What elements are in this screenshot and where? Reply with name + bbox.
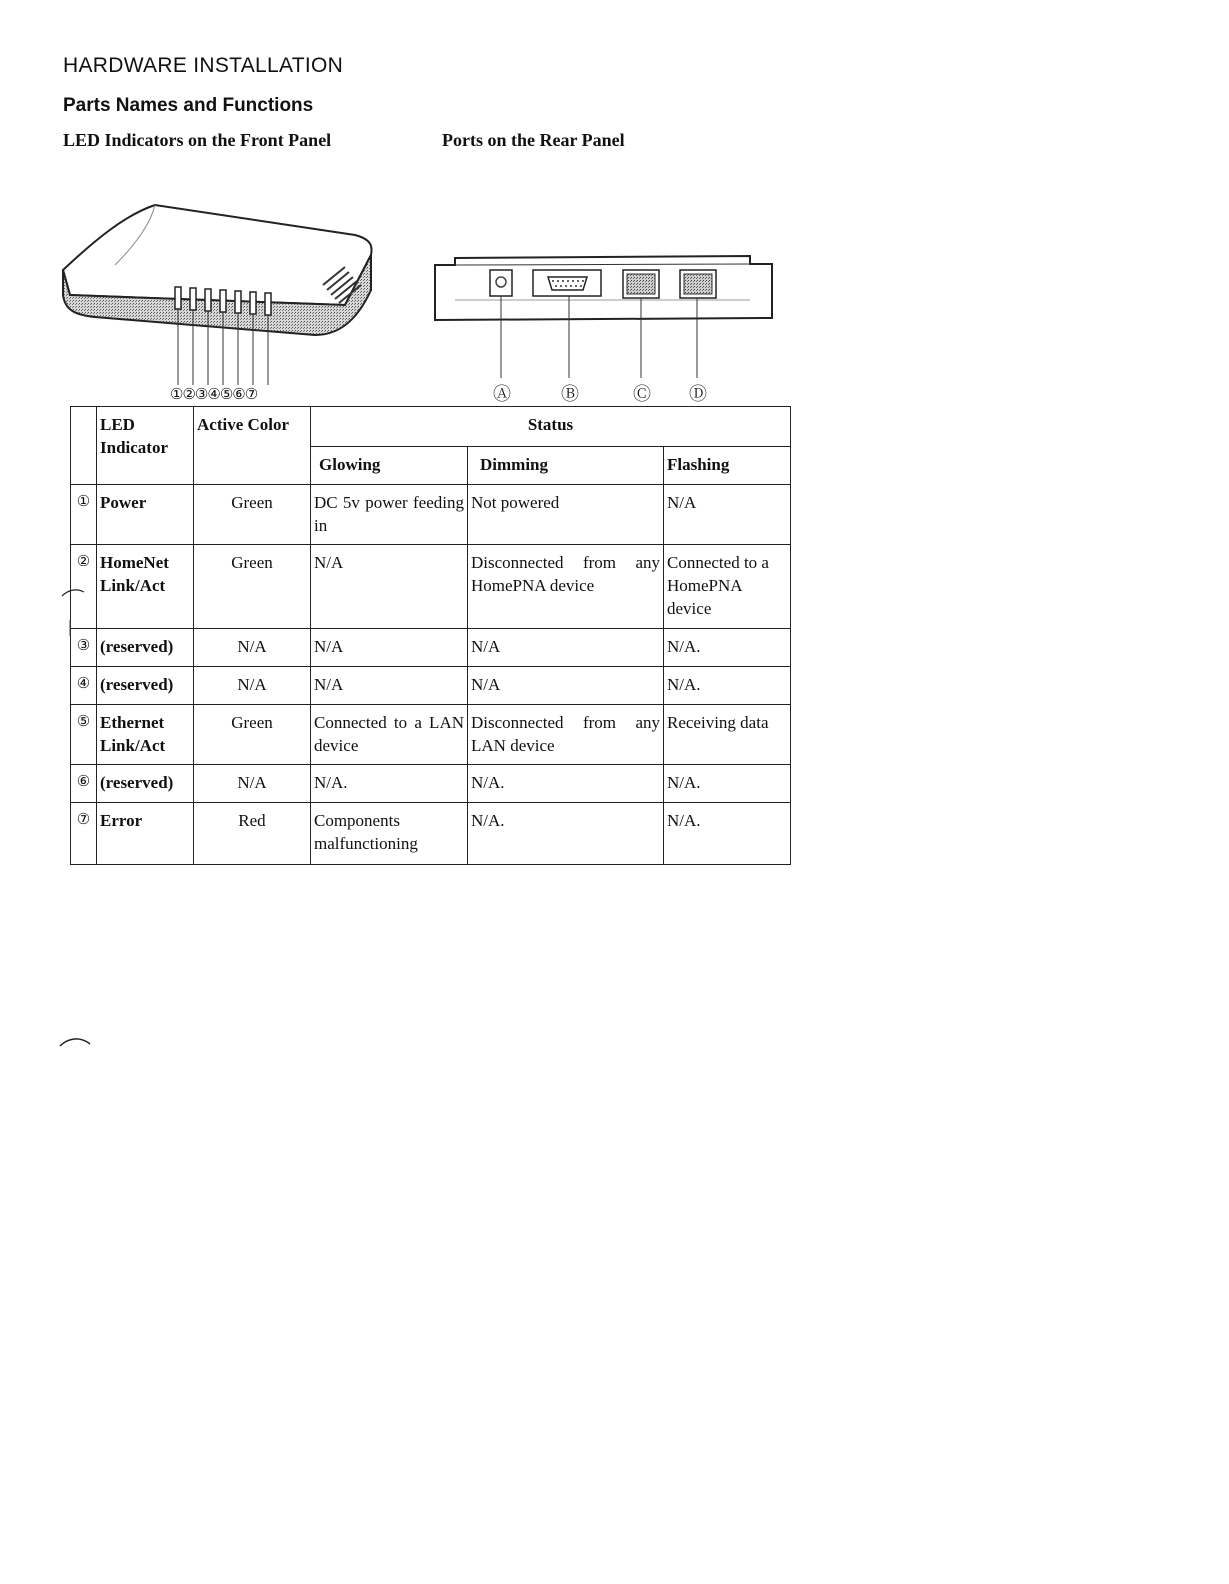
row-active-color: Green: [194, 705, 311, 765]
row-indicator: (reserved): [97, 765, 194, 803]
row-dimming: N/A.: [468, 803, 664, 865]
row-flashing: N/A.: [664, 765, 791, 803]
row-indicator: (reserved): [97, 629, 194, 667]
rear-panel-illustration: [430, 250, 780, 385]
table-row: [71, 705, 791, 765]
row-indicator: Ethernet Link/Act: [97, 705, 194, 765]
front-led-label-4: ④: [207, 387, 220, 403]
row-flashing: N/A: [664, 485, 791, 545]
row-glowing: Components malfunctioning: [311, 803, 468, 865]
row-dimming: N/A: [468, 667, 664, 705]
port-label-a: Ⓐ: [493, 384, 511, 404]
row-active-color: Red: [194, 803, 311, 865]
front-led-numbers: [170, 385, 257, 404]
row-flashing: N/A.: [664, 667, 791, 705]
row-flashing: N/A.: [664, 629, 791, 667]
table-row: [71, 765, 791, 803]
front-led-label-7: ⑦: [244, 387, 258, 403]
port-label-d: Ⓓ: [689, 384, 707, 404]
front-led-label-1: ①: [170, 387, 183, 403]
row-dimming: Disconnected from any LAN device: [468, 705, 664, 765]
row-number: ③: [71, 629, 97, 667]
section-subheading: Parts Names and Functions: [63, 95, 314, 116]
row-flashing: Receiving data: [664, 705, 791, 765]
table-row: [71, 545, 791, 629]
row-flashing: N/A.: [664, 803, 791, 865]
row-number: ②: [71, 545, 97, 629]
page-heading: HARDWARE INSTALLATION: [63, 54, 344, 77]
front-panel-title: LED Indicators on the Front Panel: [63, 130, 332, 150]
row-dimming: Not powered: [468, 485, 664, 545]
table-row: [71, 485, 791, 545]
row-glowing: Connected to a LAN device: [311, 705, 468, 765]
row-number: ⑤: [71, 705, 97, 765]
row-indicator: Error: [97, 803, 194, 865]
row-glowing: N/A: [311, 629, 468, 667]
table-header-num: [71, 407, 97, 485]
row-flashing: Connected to a HomePNA device: [664, 545, 791, 629]
rear-panel-title: Ports on the Rear Panel: [442, 130, 625, 150]
table-header-led: [97, 407, 194, 485]
row-glowing: DC 5v power feeding in: [311, 485, 468, 545]
power-jack: [490, 270, 512, 296]
row-active-color: Green: [194, 545, 311, 629]
row-dimming: N/A: [468, 629, 664, 667]
row-indicator: HomeNet Link/Act: [97, 545, 194, 629]
row-indicator: Power: [97, 485, 194, 545]
table-row: [71, 803, 791, 865]
row-number: ⑦: [71, 803, 97, 865]
front-led-label-3: ③: [194, 387, 208, 403]
table-header-glowing: Glowing: [311, 447, 468, 485]
header-led-line2: Indicator: [100, 438, 168, 457]
front-led-label-6: ⑥: [232, 387, 245, 403]
row-glowing: N/A: [311, 545, 468, 629]
row-active-color: N/A: [194, 629, 311, 667]
row-active-color: N/A: [194, 667, 311, 705]
row-indicator: (reserved): [97, 667, 194, 705]
front-led-label-2: ②: [182, 387, 195, 403]
row-glowing: N/A.: [311, 765, 468, 803]
row-dimming: N/A.: [468, 765, 664, 803]
row-active-color: Green: [194, 485, 311, 545]
port-label-b: Ⓑ: [561, 384, 579, 404]
row-dimming: Disconnected from any HomePNA device: [468, 545, 664, 629]
row-number: ①: [71, 485, 97, 545]
row-glowing: N/A: [311, 667, 468, 705]
front-panel-illustration: [55, 195, 385, 405]
table-header-dimming: Dimming: [468, 447, 664, 485]
scan-mark: [60, 578, 100, 638]
scan-mark: [58, 1030, 94, 1050]
table-row: [71, 629, 791, 667]
table-row: [71, 667, 791, 705]
row-number: ④: [71, 667, 97, 705]
table-header-status: Status: [311, 407, 791, 447]
led-status-table: [70, 406, 791, 865]
header-led-line1: LED: [100, 415, 135, 434]
port-label-c: Ⓒ: [633, 384, 651, 404]
front-led-label-5: ⑤: [219, 387, 233, 403]
row-number: ⑥: [71, 765, 97, 803]
row-active-color: N/A: [194, 765, 311, 803]
table-header-active-color: Active Color: [194, 407, 311, 485]
table-header-flashing: Flashing: [664, 447, 791, 485]
